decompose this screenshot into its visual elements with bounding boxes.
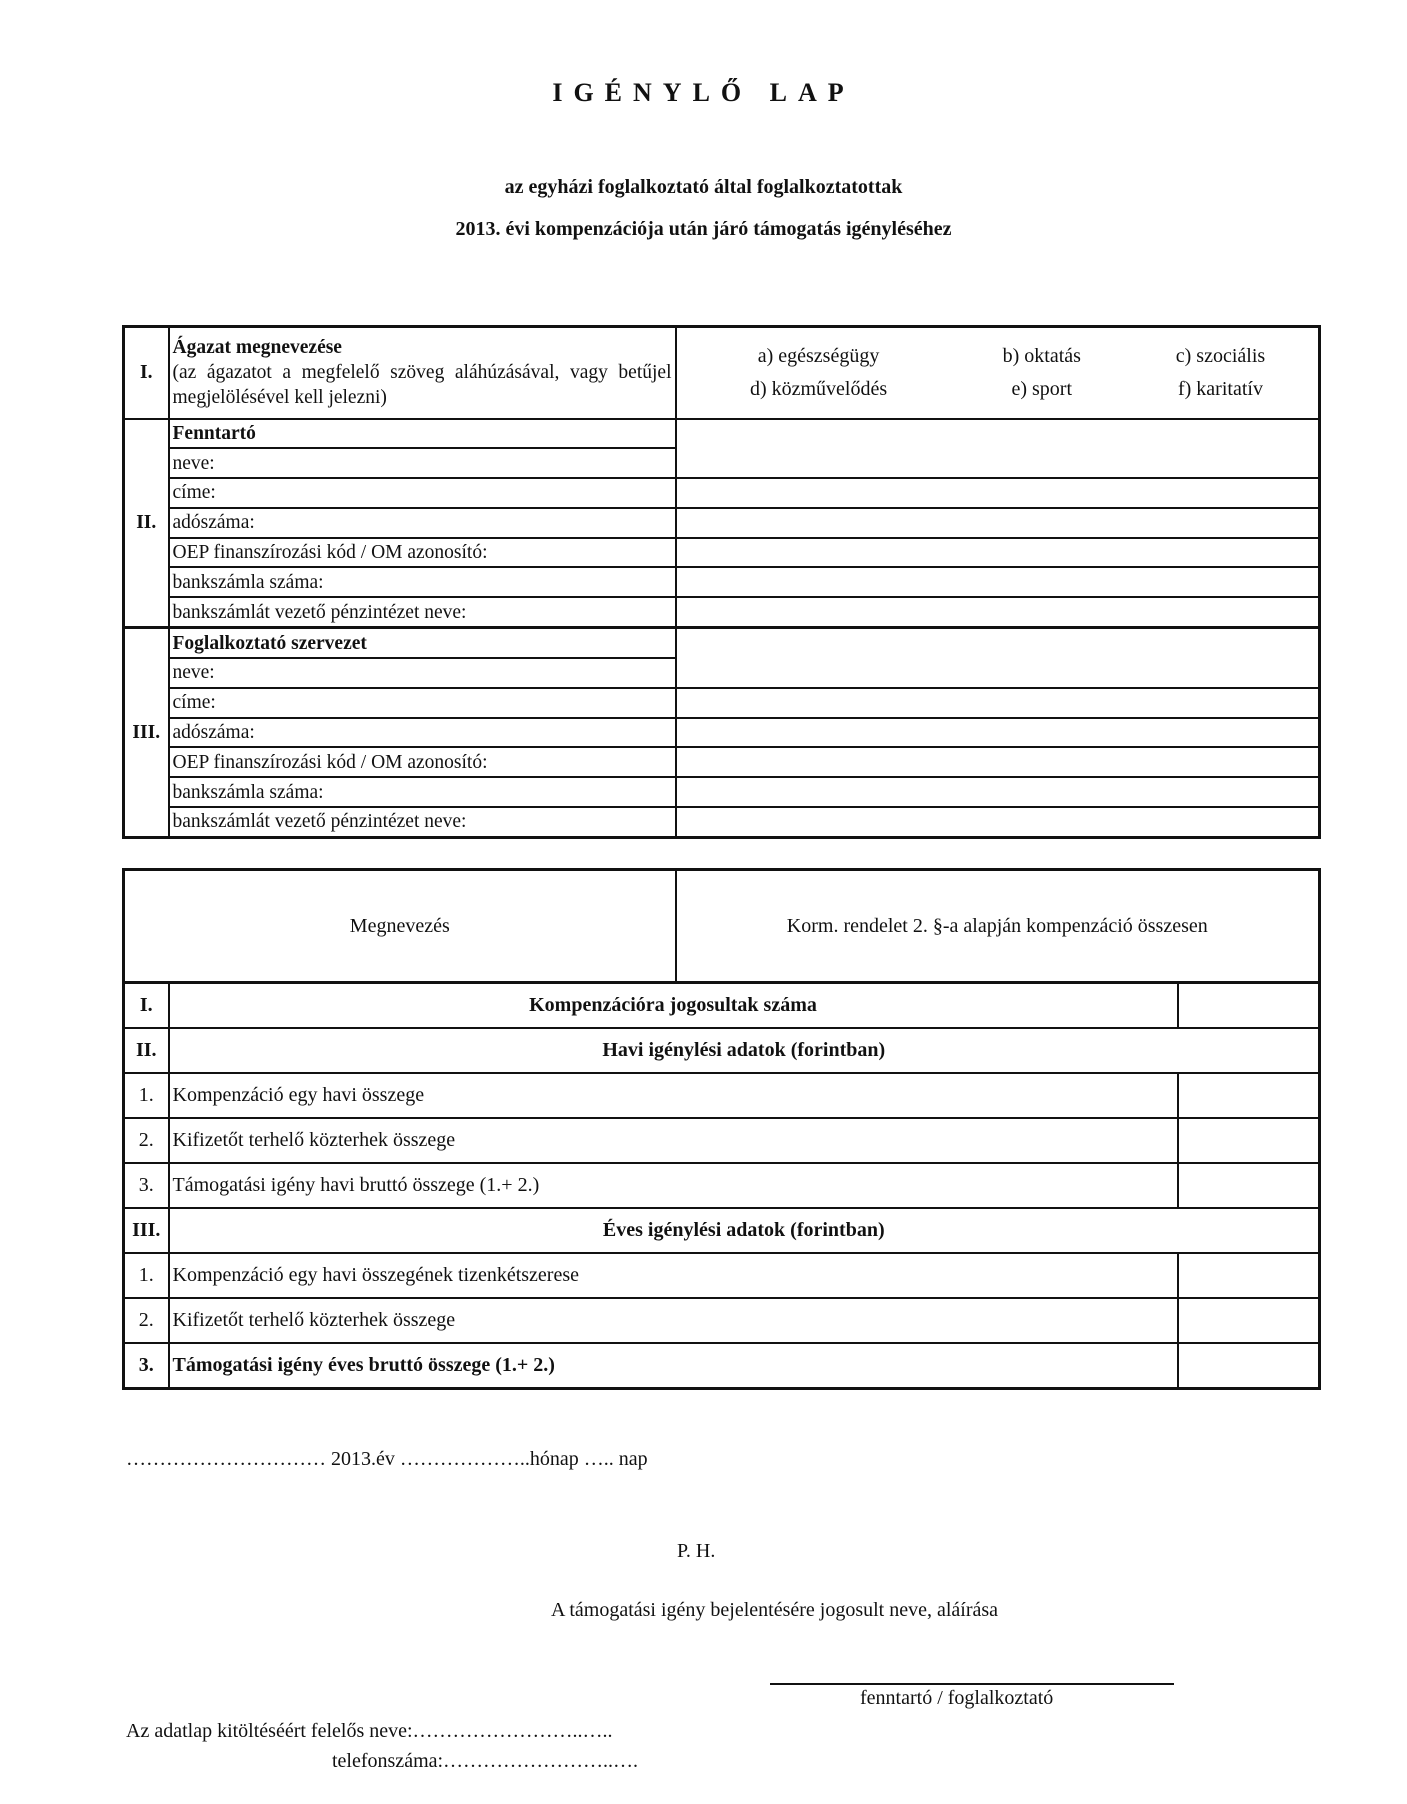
sector-label-heading: Ágazat megnevezése [172, 337, 342, 359]
row-number: 2. [124, 1118, 169, 1163]
sector-option[interactable]: f) karitatív [1177, 377, 1263, 400]
employer-tax-number-value[interactable] [676, 718, 1320, 748]
sector-option[interactable]: e) sport [1011, 377, 1073, 400]
sector-option[interactable]: c) szociális [1175, 344, 1266, 367]
row-value-cell[interactable] [1178, 1073, 1320, 1118]
maintainer-heading: Fenntartó [169, 419, 676, 449]
maintainer-address-value[interactable] [676, 478, 1320, 508]
employer-oep-code-value[interactable] [676, 747, 1320, 777]
subtitle-line-2: 2013. évi kompenzációja után járó támogatás igényléséhez [455, 218, 952, 240]
sector-option[interactable]: d) közművelődés [749, 377, 888, 400]
employer-oep-code-label: OEP finanszírozási kód / OM azonosító: [169, 747, 676, 777]
employer-address-value[interactable] [676, 688, 1320, 718]
maintainer-tax-number-label: adószáma: [169, 508, 676, 538]
employer-bank-account-value[interactable] [676, 777, 1320, 807]
row-label: Kifizetőt terhelő közterhek összege [169, 1298, 1178, 1343]
section-1-number: I. [124, 327, 169, 419]
row-number: 3. [124, 1163, 169, 1208]
signature-caption: A támogatási igény bejelentésére jogosult neve, aláírása [551, 1599, 999, 1621]
employer-address-label: címe: [169, 688, 676, 718]
maintainer-address-label: címe: [169, 478, 676, 508]
section-heading-row: Éves igénylési adatok (forintban) [169, 1208, 1320, 1253]
maintainer-bank-account-label: bankszámla száma: [169, 567, 676, 597]
row-number: 2. [124, 1298, 169, 1343]
employer-bank-name-label: bankszámlát vezető pénzintézet neve: [169, 807, 676, 838]
signature-line[interactable] [770, 1683, 1174, 1685]
row-label: Kompenzációra jogosultak száma [169, 983, 1178, 1029]
compensation-table [122, 868, 1321, 1390]
row-label: Kompenzáció egy havi összege [169, 1073, 1178, 1118]
maintainer-name-value[interactable] [676, 419, 1320, 479]
responsible-name-line[interactable]: Az adatlap kitöltéséért felelős neve:……………………..….. [126, 1720, 613, 1742]
sector-options-cell [676, 327, 1320, 419]
row-label: Támogatási igény havi bruttó összege (1.+ 2.) [169, 1163, 1178, 1208]
maintainer-bank-name-label: bankszámlát vezető pénzintézet neve: [169, 597, 676, 627]
sector-option[interactable]: a) egészségügy [757, 344, 880, 367]
maintainer-tax-number-value[interactable] [676, 508, 1320, 538]
row-label: Támogatási igény éves bruttó összege (1.+ 2.) [169, 1343, 1178, 1389]
row-number: II. [124, 1028, 169, 1073]
column-header-name: Megnevezés [124, 870, 676, 983]
sector-options [680, 340, 1316, 406]
employer-heading: Foglalkoztató szervezet [169, 628, 676, 658]
section-3-number: III. [124, 628, 169, 838]
employer-bank-account-label: bankszámla száma: [169, 777, 676, 807]
stamp-placeholder: P. H. [677, 1540, 716, 1562]
section-heading-row: Havi igénylési adatok (forintban) [169, 1028, 1320, 1073]
row-value-cell[interactable] [1178, 1253, 1320, 1298]
subtitle-line-1: az egyházi foglalkoztató által foglalkoztatottak [504, 176, 903, 198]
column-header-compensation: Korm. rendelet 2. §-a alapján kompenzáció összesen [676, 870, 1320, 983]
row-label: Kompenzáció egy havi összegének tizenkétszerese [169, 1253, 1178, 1298]
row-value-cell[interactable] [1178, 1298, 1320, 1343]
applicant-data-table [122, 325, 1321, 839]
sector-label-note: (az ágazatot a megfelelő szöveg aláhúzásával, vagy betűjel megjelölésével kell jelezni) [172, 362, 672, 409]
sector-option[interactable]: b) oktatás [1002, 344, 1081, 367]
employer-bank-name-value[interactable] [676, 807, 1320, 838]
section-2-number: II. [124, 419, 169, 628]
maintainer-bank-account-value[interactable] [676, 567, 1320, 597]
sector-label-cell [169, 327, 676, 419]
maintainer-oep-code-value[interactable] [676, 538, 1320, 568]
row-number: 1. [124, 1073, 169, 1118]
row-value-cell[interactable] [1178, 1163, 1320, 1208]
maintainer-bank-name-value[interactable] [676, 597, 1320, 627]
row-value-cell[interactable] [1178, 1343, 1320, 1389]
date-line[interactable]: ………………………… 2013.év ………………..hónap ….. nap [126, 1448, 648, 1470]
page-title: IGÉNYLŐ LAP [552, 78, 855, 107]
signature-role: fenntartó / foglalkoztató [860, 1687, 1054, 1709]
row-number: I. [124, 983, 169, 1029]
employer-tax-number-label: adószáma: [169, 718, 676, 748]
employer-name-value[interactable] [676, 628, 1320, 688]
row-value-cell[interactable] [1178, 1118, 1320, 1163]
employer-name-label: neve: [169, 658, 676, 688]
row-label: Kifizetőt terhelő közterhek összege [169, 1118, 1178, 1163]
row-number: III. [124, 1208, 169, 1253]
maintainer-oep-code-label: OEP finanszírozási kód / OM azonosító: [169, 538, 676, 568]
maintainer-name-label: neve: [169, 448, 676, 478]
row-number: 3. [124, 1343, 169, 1389]
phone-line[interactable]: telefonszáma:……………………..…. [332, 1750, 639, 1772]
row-number: 1. [124, 1253, 169, 1298]
row-value-cell[interactable] [1178, 983, 1320, 1029]
